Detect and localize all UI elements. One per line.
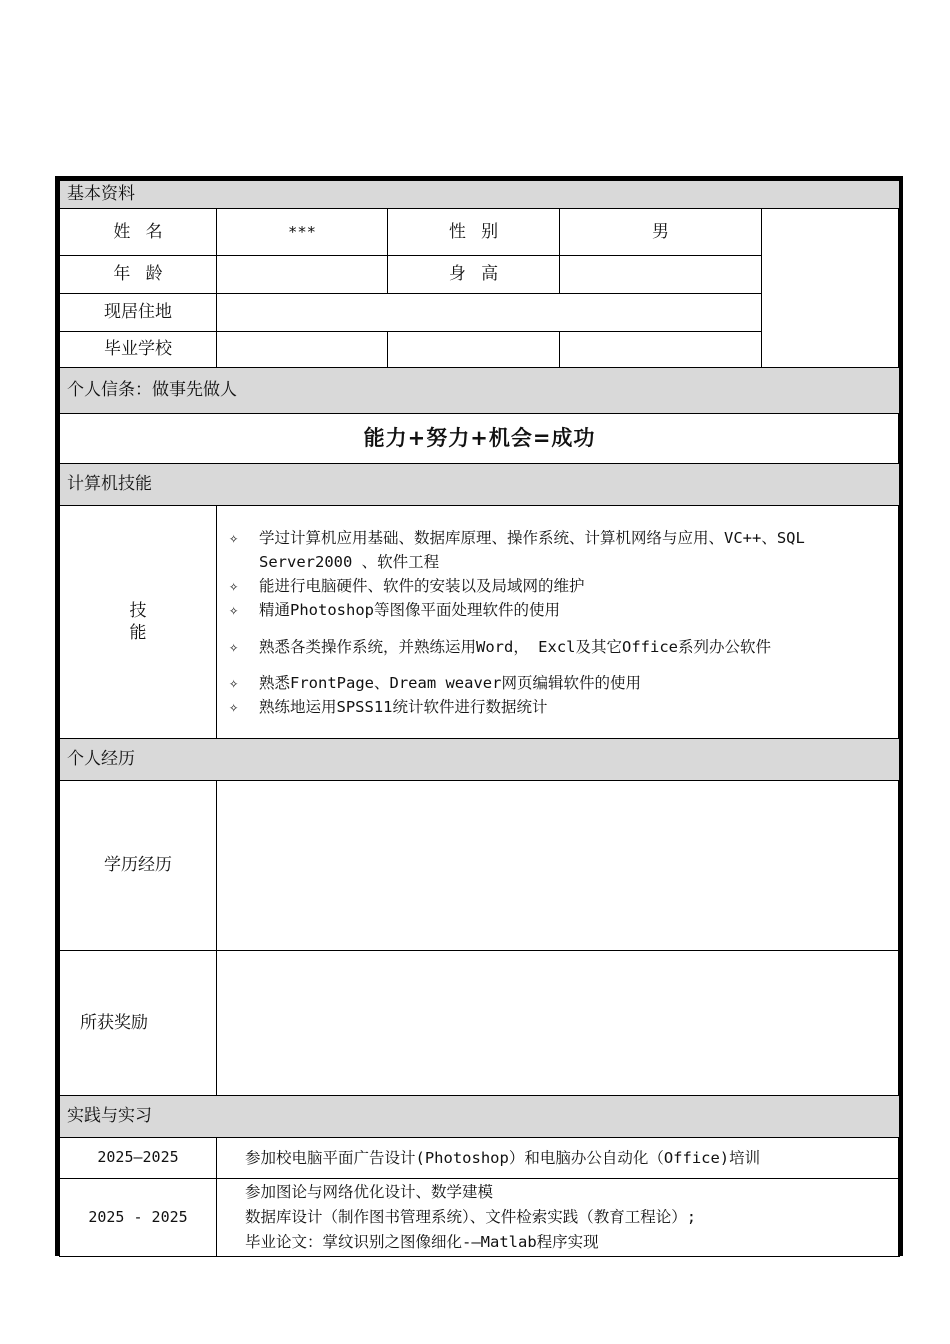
skill-item [229,598,893,622]
name-label: 姓名 [60,209,217,256]
skills-label [60,506,217,739]
skill-text: 精通Photoshop等图像平面处理软件的使用 [259,600,560,619]
education-value [217,781,900,951]
skill-text: 熟悉各类操作系统，并熟练运用Word， Excl及其它Office系列办公软件 [259,637,771,656]
sparkle-bullet-icon: ✧ [229,600,239,619]
awards-value [217,951,900,1096]
school-value [217,332,388,368]
practice-line: 数据库设计（制作图书管理系统）、文件检索实践（教育工程论）; [245,1208,697,1226]
practice-line: 毕业论文：掌纹识别之图像细化-—Matlab程序实现 [245,1233,599,1251]
education-label: 学历经历 [60,781,217,951]
section-computer-skills: 计算机技能 [60,464,900,506]
gender-value: 男 [560,209,762,256]
section-motto: 个人信条：做事先做人 [60,368,900,414]
motto-text: 能力+努力+机会=成功 [60,414,900,464]
school-extra-1 [388,332,560,368]
section-practice: 实践与实习 [60,1096,900,1138]
practice-years: 2025—2025 [60,1138,217,1179]
section-experience: 个人经历 [60,739,900,781]
skill-item [229,635,893,659]
skill-item [229,695,893,719]
skill-text: 能进行电脑硬件、软件的安装以及局域网的维护 [259,576,585,595]
sparkle-bullet-icon: ✧ [229,697,239,716]
name-value: *** [217,209,388,256]
age-label: 年龄 [60,256,217,294]
resume-sheet [55,176,903,1256]
sparkle-bullet-icon: ✧ [229,576,239,595]
practice-detail [217,1179,900,1257]
section-basic-info: 基本资料 [60,181,900,209]
skills-label-line2: 能 [129,623,147,643]
practice-line: 参加图论与网络优化设计、数学建模 [245,1183,494,1201]
awards-label: 所获奖励 [60,951,217,1096]
resume-table [59,180,900,1257]
skill-item [229,526,893,574]
residence-value [217,294,762,332]
sparkle-bullet-icon: ✧ [229,528,239,547]
residence-label: 现居住地 [60,294,217,332]
sparkle-bullet-icon: ✧ [229,673,239,692]
skill-item [229,671,893,695]
skill-text: 学过计算机应用基础、数据库原理、操作系统、计算机网络与应用、VC++、SQL Server2000 、软件工程 [259,528,805,571]
practice-detail [217,1138,900,1179]
school-extra-2 [560,332,762,368]
skill-text: 熟悉FrontPage、Dream weaver网页编辑软件的使用 [259,673,641,692]
skill-item [229,574,893,598]
skills-label-line1: 技 [129,600,147,621]
photo-box [762,209,900,368]
age-value [217,256,388,294]
skills-list [217,506,900,739]
school-label: 毕业学校 [60,332,217,368]
height-label: 身高 [388,256,560,294]
height-value [560,256,762,294]
gender-label: 性别 [388,209,560,256]
skill-text: 熟练地运用SPSS11统计软件进行数据统计 [259,697,548,716]
practice-years: 2025 - 2025 [60,1179,217,1257]
sparkle-bullet-icon: ✧ [229,637,239,656]
practice-line: 参加校电脑平面广告设计(Photoshop）和电脑办公自动化（Office)培训 [245,1148,761,1167]
